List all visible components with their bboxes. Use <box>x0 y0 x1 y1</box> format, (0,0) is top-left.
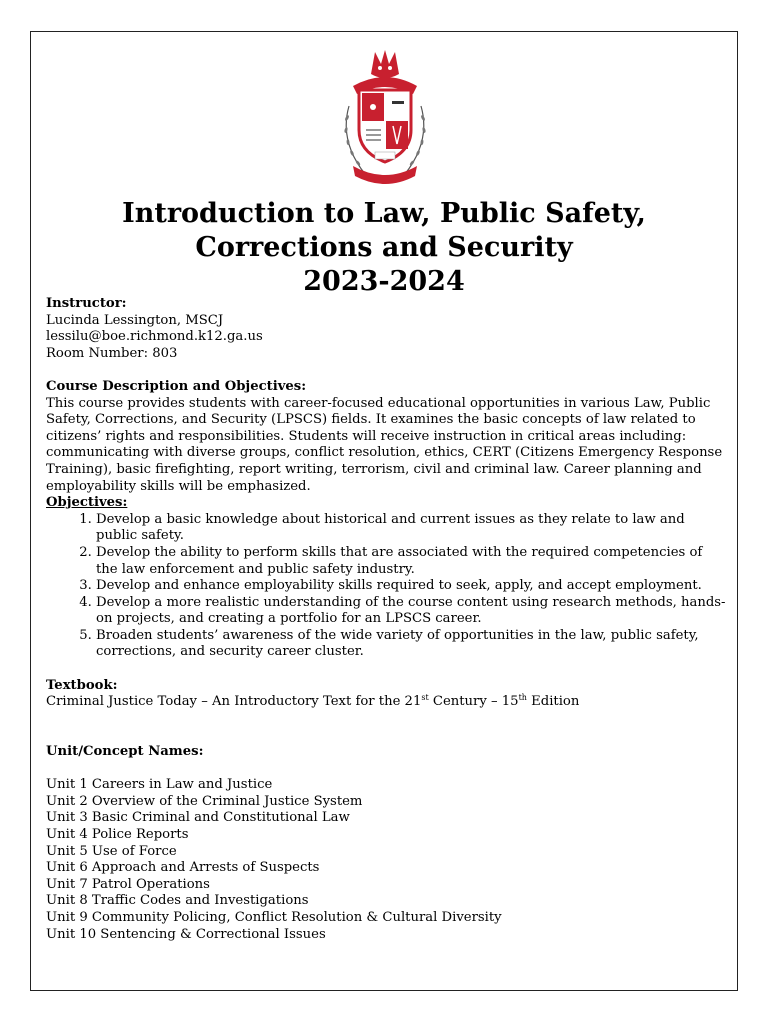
textbook-heading: Textbook: <box>46 677 118 693</box>
textbook-part-1: Criminal Justice Today – An Introductory Text for the 21 <box>46 694 422 710</box>
objective-item: 3. Develop and enhance employability skills required to seek, apply, and accept employment. <box>96 578 726 595</box>
instructor-heading: Instructor: <box>46 296 127 311</box>
objectives-heading: Objectives: <box>46 495 128 511</box>
unit-item: Unit 8 Traffic Codes and Investigations <box>46 893 309 909</box>
instructor-name: Lucinda Lessington, MSCJ <box>46 312 224 328</box>
unit-item: Unit 6 Approach and Arrests of Suspects <box>46 860 320 876</box>
unit-item: Unit 2 Overview of the Criminal Justice System <box>46 793 363 809</box>
course-description: This course provides students with career-focused educational opportunities in various Law, Public Safety, Corrections, and Security (LPSCS) fields. It examines the basic concepts of law related to citizens’ rights and responsibilities. Students will receive instruction in critical areas including: communicating with diverse groups, conflict resolution, ethics, CERT (Citizens Emergency Response Training), basic firefighting, report writing, terrorism, civil and criminal law. Career planning and employability skills will be emphasized. <box>46 395 723 494</box>
unit-item: Unit 3 Basic Criminal and Constitutional Law <box>46 810 350 826</box>
objective-item: 2. Develop the ability to perform skills that are associated with the required competencies of the law enforcement and public safety industry. <box>96 545 726 578</box>
objective-item: 4. Develop a more realistic understanding of the course content using research methods, hands-on projects, and creating a portfolio for an LPSCS career. <box>96 595 726 628</box>
course-heading: Course Description and Objectives: <box>46 378 307 394</box>
title-line-1: Introduction to Law, Public Safety, <box>122 198 646 229</box>
school-crest-logo <box>335 46 435 186</box>
syllabus-content <box>46 296 726 943</box>
unit-item: Unit 5 Use of Force <box>46 843 177 859</box>
objective-item: 5. Broaden students’ awareness of the wide variety of opportunities in the law, public safety, corrections, and security career cluster. <box>96 628 726 661</box>
title-year: 2023-2024 <box>303 266 465 297</box>
textbook-sup-2: th <box>518 693 527 703</box>
unit-item: Unit 10 Sentencing & Correctional Issues <box>46 926 326 942</box>
unit-item: Unit 7 Patrol Operations <box>46 876 210 892</box>
instructor-room: Room Number: 803 <box>46 345 178 361</box>
course-title <box>31 197 737 299</box>
textbook-title <box>46 694 726 711</box>
instructor-email: lessilu@boe.richmond.k12.ga.us <box>46 329 263 345</box>
document-page <box>30 31 738 991</box>
textbook-part-3: Edition <box>526 694 580 710</box>
unit-item: Unit 4 Police Reports <box>46 827 189 842</box>
unit-item: Unit 9 Community Policing, Conflict Resolution & Cultural Diversity <box>46 909 502 925</box>
title-line-2: Corrections and Security <box>195 232 573 263</box>
units-heading: Unit/Concept Names: <box>46 744 204 760</box>
unit-item: Unit 1 Careers in Law and Justice <box>46 777 273 793</box>
textbook-sup-1: st <box>421 693 429 703</box>
objectives-list <box>46 512 726 661</box>
objective-item: 1. Develop a basic knowledge about historical and current issues as they relate to law and public safety. <box>96 512 726 545</box>
textbook-part-2: Century – 15 <box>428 694 519 710</box>
